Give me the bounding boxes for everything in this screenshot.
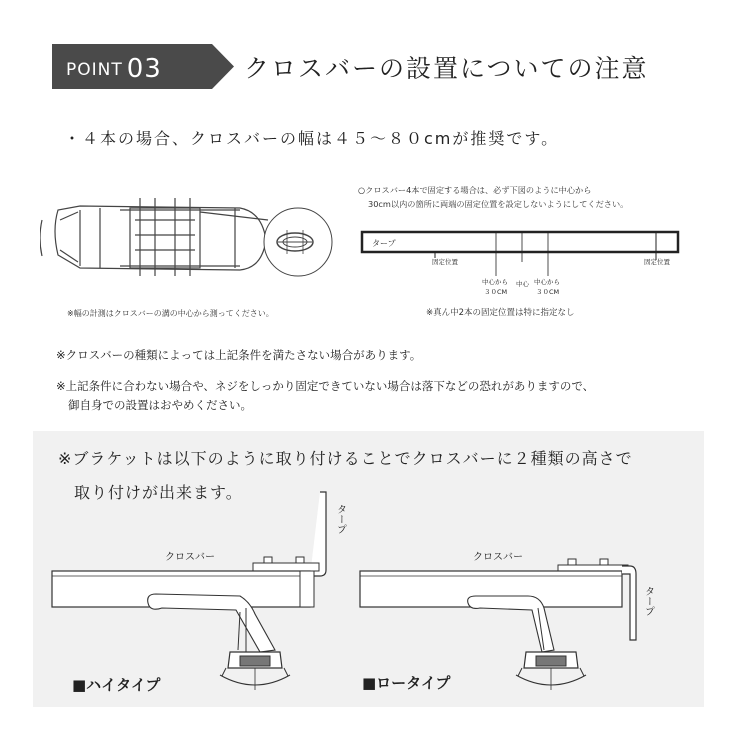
low-type-label: ■ロータイプ: [362, 674, 451, 692]
car-top-view-svg: [40, 180, 340, 280]
tape-diagram-svg: [360, 226, 690, 298]
tape-note-line2: 30cm以内の箇所に両端の固定位置を設定しないようにしてください。: [368, 199, 629, 209]
fixed-position-right: 固定位置: [644, 258, 670, 266]
point-label: [66, 52, 162, 82]
tape-bar: [362, 232, 678, 252]
tape-note-line1: ○クロスバー4本で固定する場合は、必ず下図のように中心から: [358, 185, 592, 195]
from-center-left-2: ３０CM: [484, 288, 508, 296]
from-center-right-2: ３０CM: [536, 288, 560, 296]
low-tarp-label: タープ: [642, 586, 654, 616]
warning-installation-line1: ※上記条件に合わない場合や、ネジをしっかり固定できていない場合は落下などの恐れがありますので、: [56, 379, 595, 393]
high-type-label: ■ハイタイプ: [72, 676, 161, 694]
bracket-note-line2: 取り付けが出来ます。: [74, 483, 243, 502]
bracket-note-line1: ※ブラケットは以下のように取り付けることでクロスバーに２種類の高さで: [58, 449, 633, 468]
width-recommendation: ・４本の場合、クロスバーの幅は４５～８０cmが推奨です。: [64, 129, 560, 148]
point-word: POINT: [66, 60, 123, 80]
center-label: 中心: [516, 280, 529, 288]
warning-installation: [56, 377, 594, 415]
high-type-diagram: [50, 490, 370, 705]
tape-caption: ※真ん中2本の固定位置は特に指定なし: [426, 308, 575, 318]
fixed-position-left: 固定位置: [432, 258, 458, 266]
page-title: クロスバーの設置についての注意: [244, 54, 649, 83]
point-number: 03: [126, 54, 162, 84]
from-center-right-1: 中心から: [534, 278, 560, 286]
tape-diagram: [360, 226, 690, 298]
tape-note: [358, 183, 628, 211]
point-badge: [52, 44, 237, 89]
car-illustration: [40, 180, 340, 280]
high-crossbar-label: クロスバー: [165, 552, 215, 563]
warning-crossbar-type: ※クロスバーの種類によっては上記条件を満たさない場合があります。: [56, 348, 422, 362]
from-center-left-1: 中心から: [482, 278, 508, 286]
tape-label: タープ: [372, 239, 396, 248]
high-type-svg: [50, 490, 370, 705]
low-crossbar-label: クロスバー: [473, 552, 523, 563]
high-tarp-label: タープ: [334, 504, 346, 534]
low-type-diagram: [358, 490, 678, 705]
warning-installation-line2: 御自身での設置はおやめください。: [68, 398, 252, 412]
car-caption: ※幅の計測はクロスバーの溝の中心から測ってください。: [67, 309, 274, 318]
